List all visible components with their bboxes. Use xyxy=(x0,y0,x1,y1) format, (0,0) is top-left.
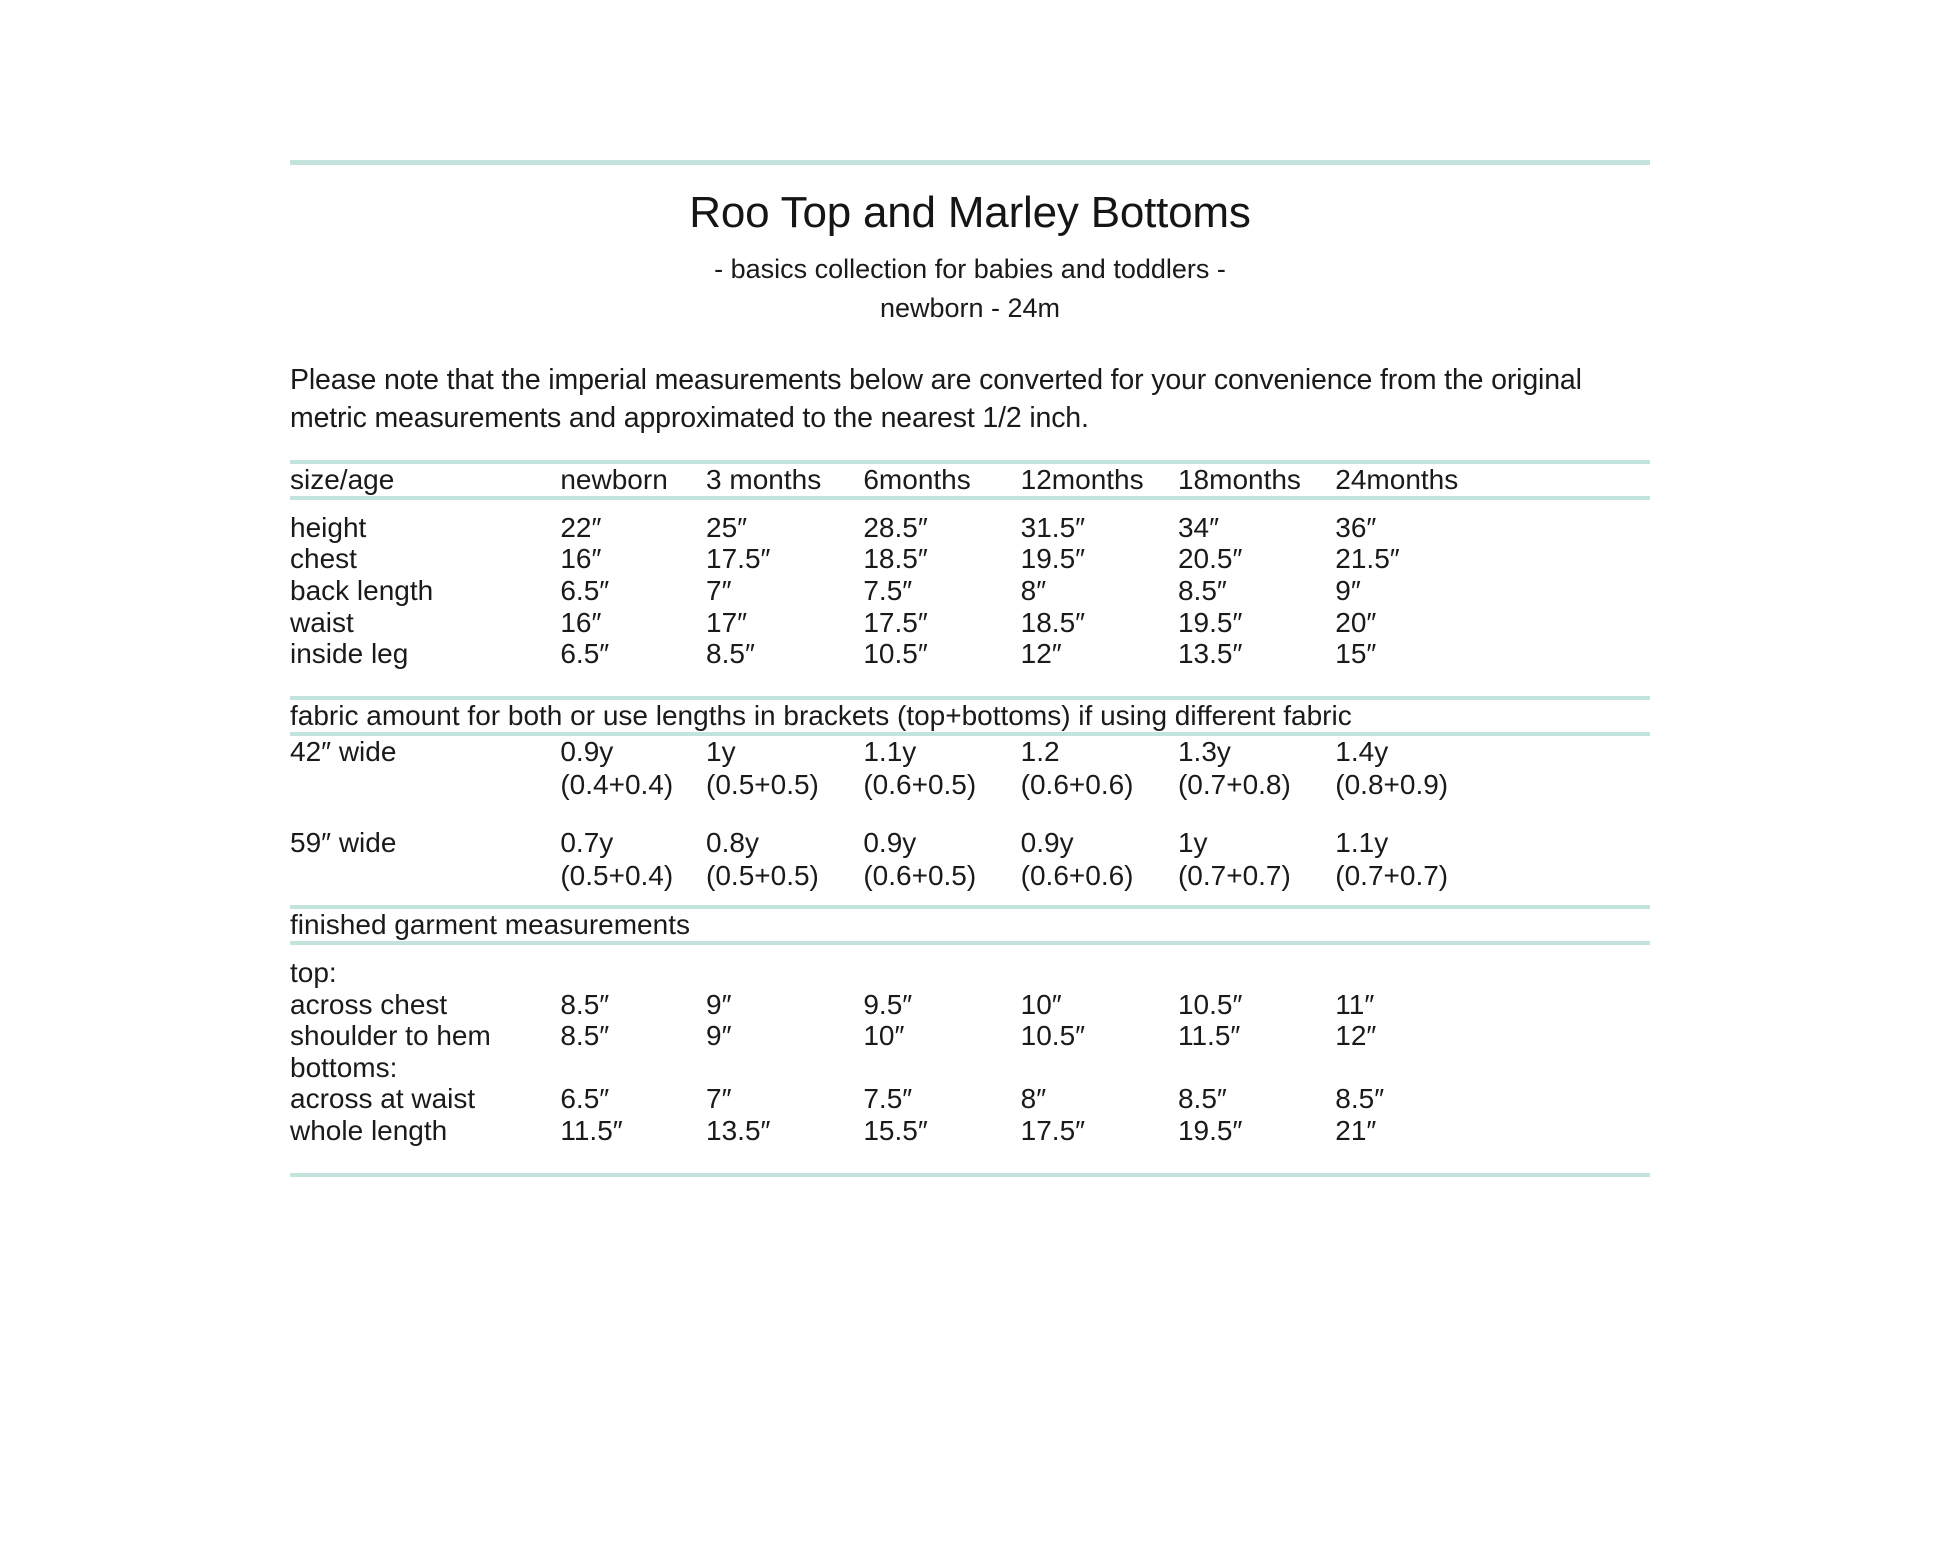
bottom-divider-rule xyxy=(290,1173,1650,1177)
row-label-waist: waist xyxy=(290,606,354,638)
cell: (0.5+0.5) xyxy=(706,860,819,892)
table-row xyxy=(290,638,1650,670)
top-divider-rule xyxy=(290,160,1650,165)
fabric-section-label: fabric amount for both or use lengths in brackets (top+bottoms) if using different fabric xyxy=(290,699,1352,731)
spacer-between-fabric-rows xyxy=(290,801,1650,827)
spacer-before-final-rule xyxy=(290,1147,1650,1173)
row-label-across-at-waist: across at waist xyxy=(290,1083,476,1115)
cell: 8.5″ xyxy=(706,638,755,670)
cell: (0.7+0.8) xyxy=(1177,768,1291,800)
cell: 17.5″ xyxy=(706,543,771,575)
cell: 13.5″ xyxy=(1177,638,1243,670)
table-row xyxy=(290,512,1650,544)
cell: 0.9y xyxy=(560,735,614,767)
cell: (0.8+0.9) xyxy=(1335,768,1449,800)
table-row xyxy=(290,1115,1650,1147)
cell: 20.5″ xyxy=(1177,543,1243,575)
cell: 19.5″ xyxy=(1177,1115,1243,1147)
cell: (0.5+0.5) xyxy=(706,768,819,800)
cell: 9″ xyxy=(706,1020,732,1052)
cell: 18.5″ xyxy=(863,543,928,575)
cell: 1.3y xyxy=(1177,735,1231,767)
cell: 1.1y xyxy=(863,735,917,767)
cell: (0.6+0.6) xyxy=(1020,768,1134,800)
cell: 10.5″ xyxy=(1177,988,1243,1020)
spacer-after-finished-rule xyxy=(290,945,1650,957)
cell: 12″ xyxy=(1020,638,1062,670)
cell: 11″ xyxy=(1335,988,1375,1020)
cell: 12″ xyxy=(1335,1020,1377,1052)
row-label-back-length: back length xyxy=(290,575,434,607)
cell: 1.1y xyxy=(1335,827,1389,859)
cell: 8.5″ xyxy=(1177,1083,1227,1115)
cell: 20″ xyxy=(1335,606,1377,638)
cell: 0.9y xyxy=(1020,827,1074,859)
cell: (0.7+0.7) xyxy=(1177,860,1291,892)
header-newborn: newborn xyxy=(560,463,668,495)
cell: 13.5″ xyxy=(706,1115,771,1147)
cell: 22″ xyxy=(560,511,602,543)
conversion-note: Please note that the imperial measurements below are converted for your convenience from the original metric measurements and approximated to the nearest 1/2 inch. xyxy=(290,364,1582,434)
group-label-row xyxy=(290,1052,1650,1084)
table-row xyxy=(290,736,1650,769)
table-row xyxy=(290,607,1650,639)
row-label-chest: chest xyxy=(290,543,357,575)
cell: 17.5″ xyxy=(1020,1115,1086,1147)
group-label-row xyxy=(290,957,1650,989)
spacer-before-fabric xyxy=(290,670,1650,696)
cell: 11.5″ xyxy=(1177,1020,1241,1052)
cell: 17.5″ xyxy=(863,606,928,638)
cell: 1.2 xyxy=(1020,735,1060,767)
cell: 0.7y xyxy=(560,827,614,859)
group-label-bottoms: bottoms: xyxy=(290,1051,398,1083)
cell: 21″ xyxy=(1335,1115,1377,1147)
cell: 1y xyxy=(1177,827,1208,859)
table-row xyxy=(290,1020,1650,1052)
cell: 17″ xyxy=(706,606,748,638)
header-3-months: 3 months xyxy=(706,463,822,495)
cell: 9.5″ xyxy=(863,988,913,1020)
page-subtitle: - basics collection for babies and toddlers - xyxy=(714,254,1226,284)
table-row xyxy=(290,575,1650,607)
table-row xyxy=(290,543,1650,575)
row-label-whole-length: whole length xyxy=(290,1115,448,1147)
cell-empty xyxy=(290,860,560,893)
table-row xyxy=(290,827,1650,860)
header-12-months: 12months xyxy=(1020,463,1144,495)
cell: 31.5″ xyxy=(1020,511,1086,543)
cell: (0.6+0.5) xyxy=(863,768,977,800)
cell: 19.5″ xyxy=(1020,543,1086,575)
cell: 10.5″ xyxy=(1020,1020,1086,1052)
cell: 1y xyxy=(706,735,736,767)
header-size-age: size/age xyxy=(290,463,395,495)
cell: 18.5″ xyxy=(1020,606,1086,638)
fabric-section-label-row xyxy=(290,700,1650,732)
cell: 11.5″ xyxy=(560,1115,623,1147)
cell: 8.5″ xyxy=(560,1020,610,1052)
cell: 6.5″ xyxy=(560,575,610,607)
cell: 6.5″ xyxy=(560,1083,610,1115)
cell: 0.8y xyxy=(706,827,759,859)
cell: 28.5″ xyxy=(863,511,928,543)
cell: 7.5″ xyxy=(863,575,913,607)
row-label-42-wide: 42″ wide xyxy=(290,735,397,767)
cell: (0.5+0.4) xyxy=(560,860,674,892)
table-header-row xyxy=(290,464,1650,496)
header-24-months: 24months xyxy=(1335,463,1459,495)
cell: (0.6+0.5) xyxy=(863,860,977,892)
cell: 9″ xyxy=(1335,575,1361,607)
cell: 8.5″ xyxy=(1177,575,1227,607)
finished-section-label-row xyxy=(290,909,1650,941)
cell: 6.5″ xyxy=(560,638,610,670)
size-chart-sheet xyxy=(290,160,1650,1177)
cell: (0.4+0.4) xyxy=(560,768,674,800)
cell: 7.5″ xyxy=(863,1083,913,1115)
cell: 1.4y xyxy=(1335,735,1389,767)
row-label-height: height xyxy=(290,511,367,543)
spacer-after-header xyxy=(290,500,1650,512)
cell-empty xyxy=(290,769,560,802)
cell: 15″ xyxy=(1335,638,1377,670)
cell: 25″ xyxy=(706,511,748,543)
cell: 9″ xyxy=(706,988,732,1020)
finished-section-label: finished garment measurements xyxy=(290,908,690,940)
cell: 16″ xyxy=(560,606,602,638)
cell: 15.5″ xyxy=(863,1115,928,1147)
cell: 19.5″ xyxy=(1177,606,1243,638)
page-subtitle-ages: newborn - 24m xyxy=(879,293,1061,323)
cell: 34″ xyxy=(1177,511,1220,543)
table-row xyxy=(290,989,1650,1021)
table-row xyxy=(290,769,1650,802)
cell: (0.7+0.7) xyxy=(1335,860,1449,892)
table-row xyxy=(290,860,1650,893)
row-label-across-chest: across chest xyxy=(290,988,448,1020)
cell: 16″ xyxy=(560,543,602,575)
row-label-shoulder-to-hem: shoulder to hem xyxy=(290,1020,491,1052)
row-label-inside-leg: inside leg xyxy=(290,638,409,670)
cell: 0.9y xyxy=(863,827,917,859)
cell: 8.5″ xyxy=(560,988,610,1020)
cell: 21.5″ xyxy=(1335,543,1400,575)
cell: 36″ xyxy=(1335,511,1377,543)
cell: 8″ xyxy=(1020,1083,1047,1115)
page-title: Roo Top and Marley Bottoms xyxy=(689,188,1251,237)
cell: 10″ xyxy=(863,1020,905,1052)
cell: 7″ xyxy=(706,575,732,607)
size-chart-table xyxy=(290,460,1650,1177)
header-18-months: 18months xyxy=(1177,463,1301,495)
cell: 10″ xyxy=(1020,988,1062,1020)
group-label-top: top: xyxy=(290,956,337,988)
table-row xyxy=(290,1083,1650,1115)
cell: 8″ xyxy=(1020,575,1047,607)
header-6-months: 6months xyxy=(863,463,971,495)
cell: 7″ xyxy=(706,1083,732,1115)
cell: 10.5″ xyxy=(863,638,928,670)
bottom-rule-row xyxy=(290,1173,1650,1177)
spacer-before-finished xyxy=(290,893,1650,905)
row-label-59-wide: 59″ wide xyxy=(290,827,397,859)
cell: (0.6+0.6) xyxy=(1020,860,1134,892)
cell: 8.5″ xyxy=(1335,1083,1385,1115)
